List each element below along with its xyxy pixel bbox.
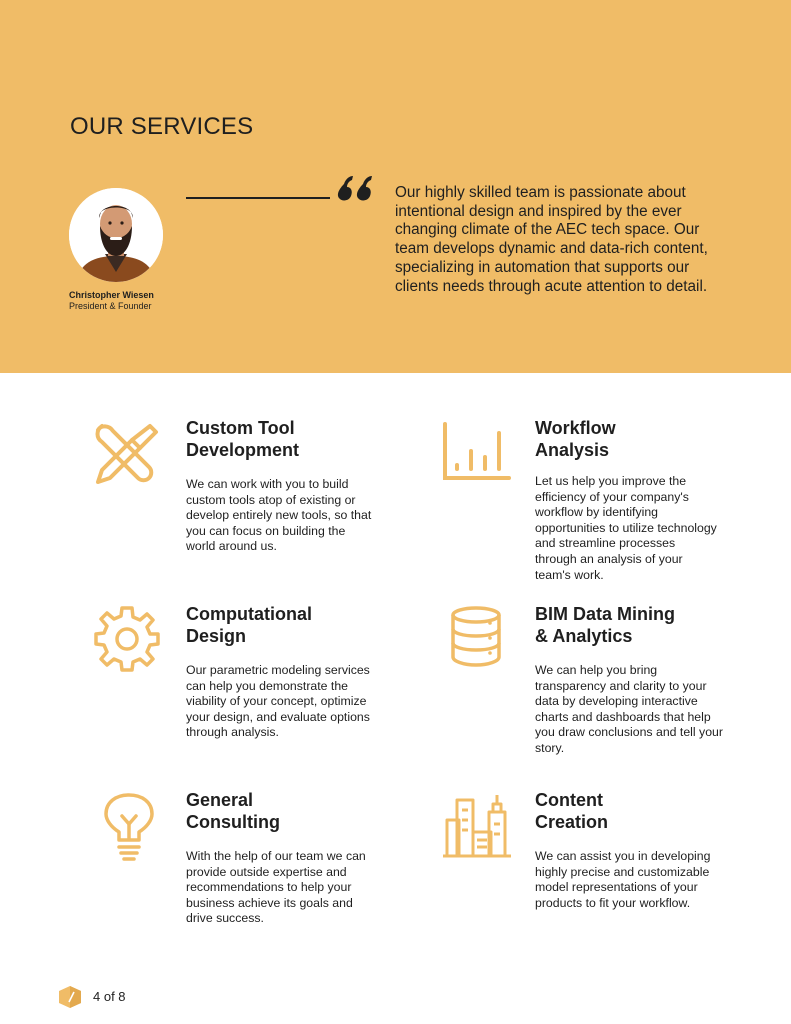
service-description: We can help you bring transparency and clarity to your data by developing interactive charts and dashboards that help you draw conclusions and tell your story.: [535, 663, 723, 755]
page-title: OUR SERVICES: [70, 113, 254, 140]
wrench-screwdriver-icon: [92, 420, 160, 488]
bar-chart-icon: [442, 421, 512, 481]
service-title: Computational Design: [186, 604, 312, 646]
service-title: BIM Data Mining & Analytics: [535, 604, 675, 646]
founder-role: President & Founder: [69, 301, 152, 311]
avatar: [69, 188, 163, 282]
gear-icon: [92, 604, 162, 674]
founder-name: Christopher Wiesen: [69, 290, 154, 300]
service-description: We can assist you in developing highly precise and customizable model representations of your products to fit your workflow.: [535, 849, 711, 910]
city-buildings-icon: [441, 792, 513, 858]
quote-divider: [186, 197, 330, 199]
founder-quote: Our highly skilled team is passionate about intentional design and inspired by the ever changing climate of the AEC tech space. Our team develops dynamic and data-rich content, specializing in automation that supports our clients needs through acute attention to detail.: [395, 184, 708, 295]
service-description: We can work with you to build custom tools atop of existing or develop entirely new tools, so that you can focus on building the world around us.: [186, 477, 372, 554]
founder-portrait: [69, 188, 163, 282]
service-title: Custom Tool Development: [186, 418, 300, 460]
page-number: 4 of 8: [93, 989, 126, 1004]
database-icon: [450, 606, 502, 668]
service-description: With the help of our team we can provide outside expertise and recommendations to help your business achieve its goals and drive success.: [186, 849, 366, 926]
service-title: General Consulting: [186, 790, 280, 832]
service-title: Workflow Analysis: [535, 418, 616, 460]
quote-mark-icon: [334, 170, 374, 220]
lightbulb-icon: [103, 792, 155, 862]
services-header-band: [0, 0, 791, 373]
company-logo-icon: [58, 985, 82, 1009]
service-description: Our parametric modeling services can help you demonstrate the viability of your concept, optimize your design, and evaluate options through analysis.: [186, 663, 370, 740]
service-title: Content Creation: [535, 790, 609, 832]
service-description: Let us help you improve the efficiency of your company's workflow by identifying opportunities to utilize technology and streamline processes through an analysis of your team's work.: [535, 474, 717, 582]
